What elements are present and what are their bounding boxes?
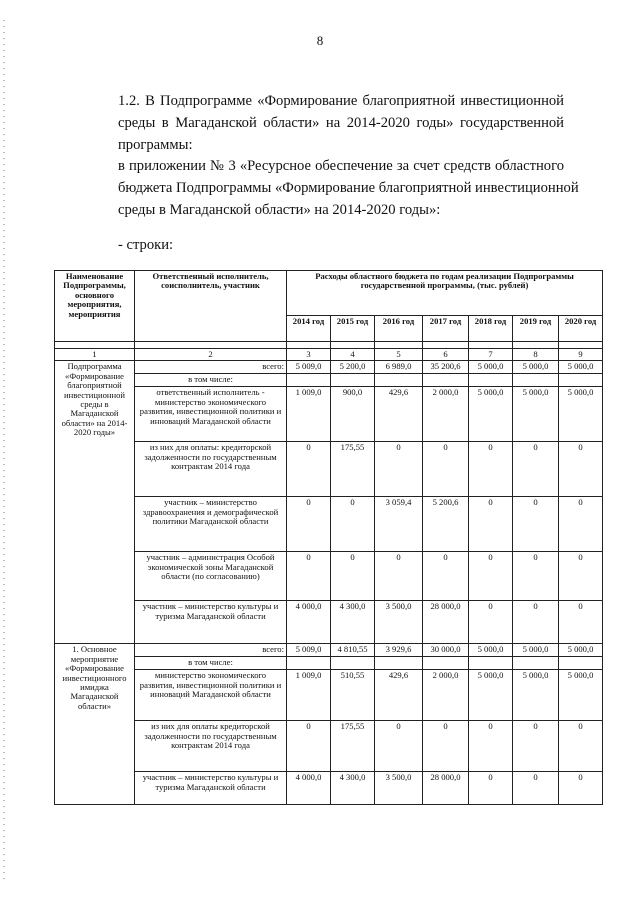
column-number: 9 [559,349,603,361]
value-cell: 2 000,0 [423,387,469,442]
value-cell: 28 000,0 [423,601,469,644]
spacer-cell [55,342,135,349]
column-number: 8 [513,349,559,361]
value-cell: 6 989,0 [375,361,423,374]
value-cell: 1 009,0 [287,387,331,442]
appendix-line: среды в Магаданской области» на 2014-2020 годы»: [118,202,441,218]
spacer-cell [287,342,331,349]
table-row [55,442,603,497]
value-cell: 0 [469,601,513,644]
executor-cell: участник – администрация Особой экономической зоны Магаданской области (по согласованию) [135,552,287,601]
value-cell: 0 [469,772,513,805]
value-cell: 5 009,0 [287,361,331,374]
value-cell [469,374,513,387]
value-cell: 0 [375,721,423,772]
value-cell [287,657,331,670]
value-cell [375,657,423,670]
spacer-cell [469,342,513,349]
value-cell: 0 [469,552,513,601]
executor-cell: участник – министерство культуры и туризма Магаданской области [135,601,287,644]
value-cell: 3 059,4 [375,497,423,552]
value-cell: 0 [423,442,469,497]
value-cell [331,374,375,387]
value-cell: 175,55 [331,442,375,497]
year-header: 2016 год [375,316,423,342]
table-row [55,552,603,601]
value-cell: 0 [513,772,559,805]
value-cell [513,374,559,387]
year-header: 2020 год [559,316,603,342]
value-cell: 5 000,0 [559,361,603,374]
column-number: 3 [287,349,331,361]
intro-line: среды в Магаданской области» на 2014-2020 годы» государственной [118,115,564,131]
value-cell: 28 000,0 [423,772,469,805]
value-cell: 0 [287,442,331,497]
value-cell: 4 000,0 [287,772,331,805]
value-cell: 4 300,0 [331,772,375,805]
value-cell: 5 009,0 [287,644,331,657]
table-row [55,374,603,387]
column-number: 5 [375,349,423,361]
table-row [55,721,603,772]
intro-line: программы: [118,137,193,153]
value-cell: 0 [331,497,375,552]
value-cell: 3 929,6 [375,644,423,657]
value-cell: 1 009,0 [287,670,331,721]
value-cell [287,374,331,387]
executor-cell: из них для оплаты: кредиторской задолженности по государственным контрактам 2014 года [135,442,287,497]
value-cell [513,657,559,670]
executor-cell: всего: [135,644,287,657]
year-header: 2017 год [423,316,469,342]
table-row [55,772,603,805]
value-cell: 5 000,0 [559,670,603,721]
value-cell: 5 000,0 [469,670,513,721]
value-cell: 5 200,0 [331,361,375,374]
value-cell: 5 000,0 [559,644,603,657]
value-cell: 0 [513,442,559,497]
value-cell: 0 [559,772,603,805]
value-cell: 35 200,6 [423,361,469,374]
table-row [55,657,603,670]
executor-cell: в том числе: [135,374,287,387]
value-cell: 0 [513,721,559,772]
value-cell: 0 [559,497,603,552]
year-header: 2015 год [331,316,375,342]
value-cell: 4 810,55 [331,644,375,657]
table-row [55,601,603,644]
value-cell: 175,55 [331,721,375,772]
value-cell: 5 000,0 [513,387,559,442]
value-cell: 0 [559,601,603,644]
value-cell: 5 000,0 [469,361,513,374]
scan-edge-marks [3,20,5,880]
value-cell: 0 [469,497,513,552]
header-name: Наименование Подпрограммы, основного мероприятия, мероприятия [55,271,135,342]
year-header: 2018 год [469,316,513,342]
year-header: 2014 год [287,316,331,342]
program-name-cell: 1. Основное мероприятие «Формирование инвестиционного имиджа Магаданской области» [55,644,135,805]
value-cell: 5 000,0 [469,387,513,442]
value-cell: 510,55 [331,670,375,721]
executor-cell: ответственный исполнитель - министерство экономического развития, инвестиционной политики и инноваций Магаданской области [135,387,287,442]
year-header: 2019 год [513,316,559,342]
spacer-cell [135,342,287,349]
executor-cell: участник – министерство здравоохранения и демографической политики Магаданской области [135,497,287,552]
header-executor: Ответственный исполнитель, соисполнитель, участник [135,271,287,342]
value-cell: 5 000,0 [513,644,559,657]
value-cell: 3 500,0 [375,601,423,644]
table-row [55,387,603,442]
column-number: 6 [423,349,469,361]
spacer-cell [423,342,469,349]
column-number: 7 [469,349,513,361]
value-cell: 0 [469,721,513,772]
value-cell: 0 [287,552,331,601]
intro-paragraph [118,90,564,156]
table-row [55,670,603,721]
budget-table [54,270,603,805]
intro-line: 1.2. В Подпрограмме «Формирование благоприятной инвестиционной [118,93,564,109]
value-cell: 429,6 [375,387,423,442]
value-cell: 4 000,0 [287,601,331,644]
value-cell: 0 [375,552,423,601]
value-cell [559,374,603,387]
appendix-line: в приложении № 3 «Ресурсное обеспечение за счет средств областного [118,158,564,174]
value-cell [469,657,513,670]
value-cell: 30 000,0 [423,644,469,657]
value-cell: 0 [513,552,559,601]
value-cell: 0 [287,497,331,552]
value-cell: 900,0 [331,387,375,442]
column-number: 4 [331,349,375,361]
value-cell: 4 300,0 [331,601,375,644]
value-cell: 5 000,0 [469,644,513,657]
table-row [55,497,603,552]
column-number: 2 [135,349,287,361]
spacer-cell [513,342,559,349]
value-cell: 0 [423,721,469,772]
value-cell: 5 000,0 [513,361,559,374]
spacer-cell [331,342,375,349]
value-cell: 0 [513,497,559,552]
rows-label: - строки: [118,237,174,253]
spacer-row [55,342,603,349]
value-cell: 3 500,0 [375,772,423,805]
executor-cell: министерство экономического развития, инвестиционной политики и инноваций Магаданской области [135,670,287,721]
value-cell: 0 [513,601,559,644]
executor-cell: в том числе: [135,657,287,670]
spacer-cell [375,342,423,349]
value-cell: 0 [331,552,375,601]
value-cell: 0 [559,442,603,497]
spacer-cell [559,342,603,349]
page-number: 8 [316,33,324,48]
value-cell: 0 [287,721,331,772]
column-number-row [55,349,603,361]
value-cell: 5 000,0 [559,387,603,442]
executor-cell: из них для оплаты кредиторской задолженности по государственным контрактам 2014 года [135,721,287,772]
appendix-paragraph [118,155,579,221]
value-cell: 0 [559,552,603,601]
value-cell: 0 [469,442,513,497]
value-cell: 429,6 [375,670,423,721]
value-cell: 0 [423,552,469,601]
value-cell [331,657,375,670]
value-cell: 0 [559,721,603,772]
header-expenses: Расходы областного бюджета по годам реализации Подпрограммы государственной программы, (тыс. рублей) [287,271,603,316]
value-cell [559,657,603,670]
executor-cell: участник – министерство культуры и туризма Магаданской области [135,772,287,805]
value-cell: 2 000,0 [423,670,469,721]
value-cell: 5 000,0 [513,670,559,721]
table-row [55,361,603,374]
value-cell: 0 [375,442,423,497]
column-number: 1 [55,349,135,361]
value-cell [423,657,469,670]
executor-cell: всего: [135,361,287,374]
value-cell: 5 200,6 [423,497,469,552]
program-name-cell: Подпрограмма «Формирование благоприятной инвестиционной среды в Магаданской области» на 2014-2020 годы» [55,361,135,644]
appendix-line: бюджета Подпрограммы «Формирование благоприятной инвестиционной [118,180,579,196]
table-row [55,644,603,657]
value-cell [375,374,423,387]
value-cell [423,374,469,387]
